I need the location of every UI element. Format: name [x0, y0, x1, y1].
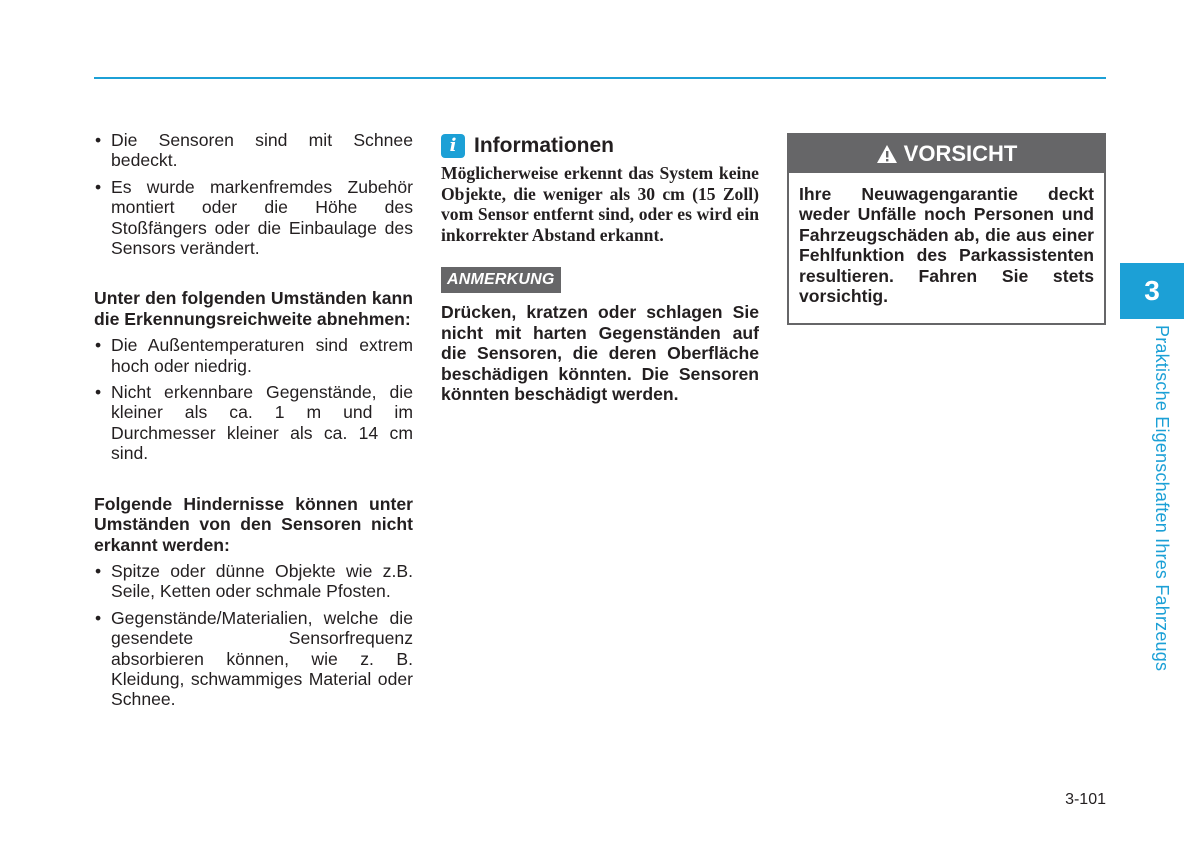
middle-column — [441, 130, 759, 404]
list-item — [94, 130, 413, 171]
list-item — [94, 382, 413, 464]
bullet-icon: • — [95, 176, 102, 197]
chapter-title: Praktische Eigenschaften Ihres Fahrzeugs — [1152, 325, 1172, 672]
list-item — [94, 335, 413, 376]
info-header — [441, 134, 759, 158]
list-item-text: Die Außentemperaturen sind extrem hoch oder niedrig. — [111, 335, 413, 376]
left-column — [94, 130, 413, 716]
caution-text: Ihre Neuwagengarantie deckt weder Unfälle noch Personen und Fahrzeugschäden ab, die aus einer Fehlfunktion des Parkassistenten resultieren. Fahren Sie stets vorsichtig. — [799, 184, 1094, 307]
header-rule — [94, 77, 1106, 79]
list-item-text: Spitze oder dünne Objekte wie z.B. Seile, Ketten oder schmale Pfosten. — [111, 560, 413, 602]
caution-header — [789, 135, 1104, 173]
list-item — [94, 608, 413, 710]
bullet-list-3 — [94, 561, 413, 710]
caution-title: VORSICHT — [903, 141, 1018, 166]
list-item-text: Gegenstände/Materialien, welche die gesendete Sensorfrequenz absorbieren können, wie z. B. Kleidung, schwammiges Material oder Schnee. — [111, 607, 413, 710]
bullet-icon: • — [95, 560, 102, 581]
note-label: ANMERKUNG — [441, 267, 561, 293]
list-item-text: Es wurde markenfremdes Zubehör montiert oder die Höhe des Stoßfängers oder die Einbaulage des Sensors verändert. — [111, 176, 413, 259]
section-heading: Folgende Hindernisse können unter Umständen von den Sensoren nicht erkannt werden: — [94, 493, 413, 555]
caution-box — [787, 133, 1106, 325]
list-item — [94, 561, 413, 602]
list-item-text: Die Sensoren sind mit Schnee bedeckt. — [111, 130, 413, 171]
right-column — [787, 130, 1106, 325]
info-icon: i — [441, 134, 465, 158]
section-heading: Unter den folgenden Umständen kann die Erkennungsreichweite abnehmen: — [94, 288, 413, 329]
page-number: 3-101 — [1065, 791, 1106, 808]
bullet-icon: • — [95, 382, 102, 403]
bullet-icon: • — [95, 335, 102, 356]
bullet-icon: • — [95, 607, 102, 628]
info-title: Informationen — [474, 134, 614, 157]
bullet-list-1 — [94, 130, 413, 258]
note-text: Drücken, kratzen oder schlagen Sie nicht mit harten Gegenständen auf die Sensoren, die deren Oberfläche beschädigen könnten. Die Sensoren könnten beschädigt werden. — [441, 302, 759, 404]
warning-triangle-icon — [876, 144, 898, 164]
info-text: Möglicherweise erkennt das System keine Objekte, die weniger als 30 cm (15 Zoll) vom Sensor entfernt sind, oder es wird ein inkorrekter Abstand erkannt. — [441, 163, 759, 245]
list-item-text: Nicht erkennbare Gegenstände, die kleiner als ca. 1 m und im Durchmesser kleiner als ca. 14 cm sind. — [111, 382, 413, 464]
bullet-list-2 — [94, 335, 413, 463]
chapter-number-tab: 3 — [1120, 263, 1184, 319]
bullet-icon: • — [95, 130, 102, 150]
list-item — [94, 177, 413, 259]
